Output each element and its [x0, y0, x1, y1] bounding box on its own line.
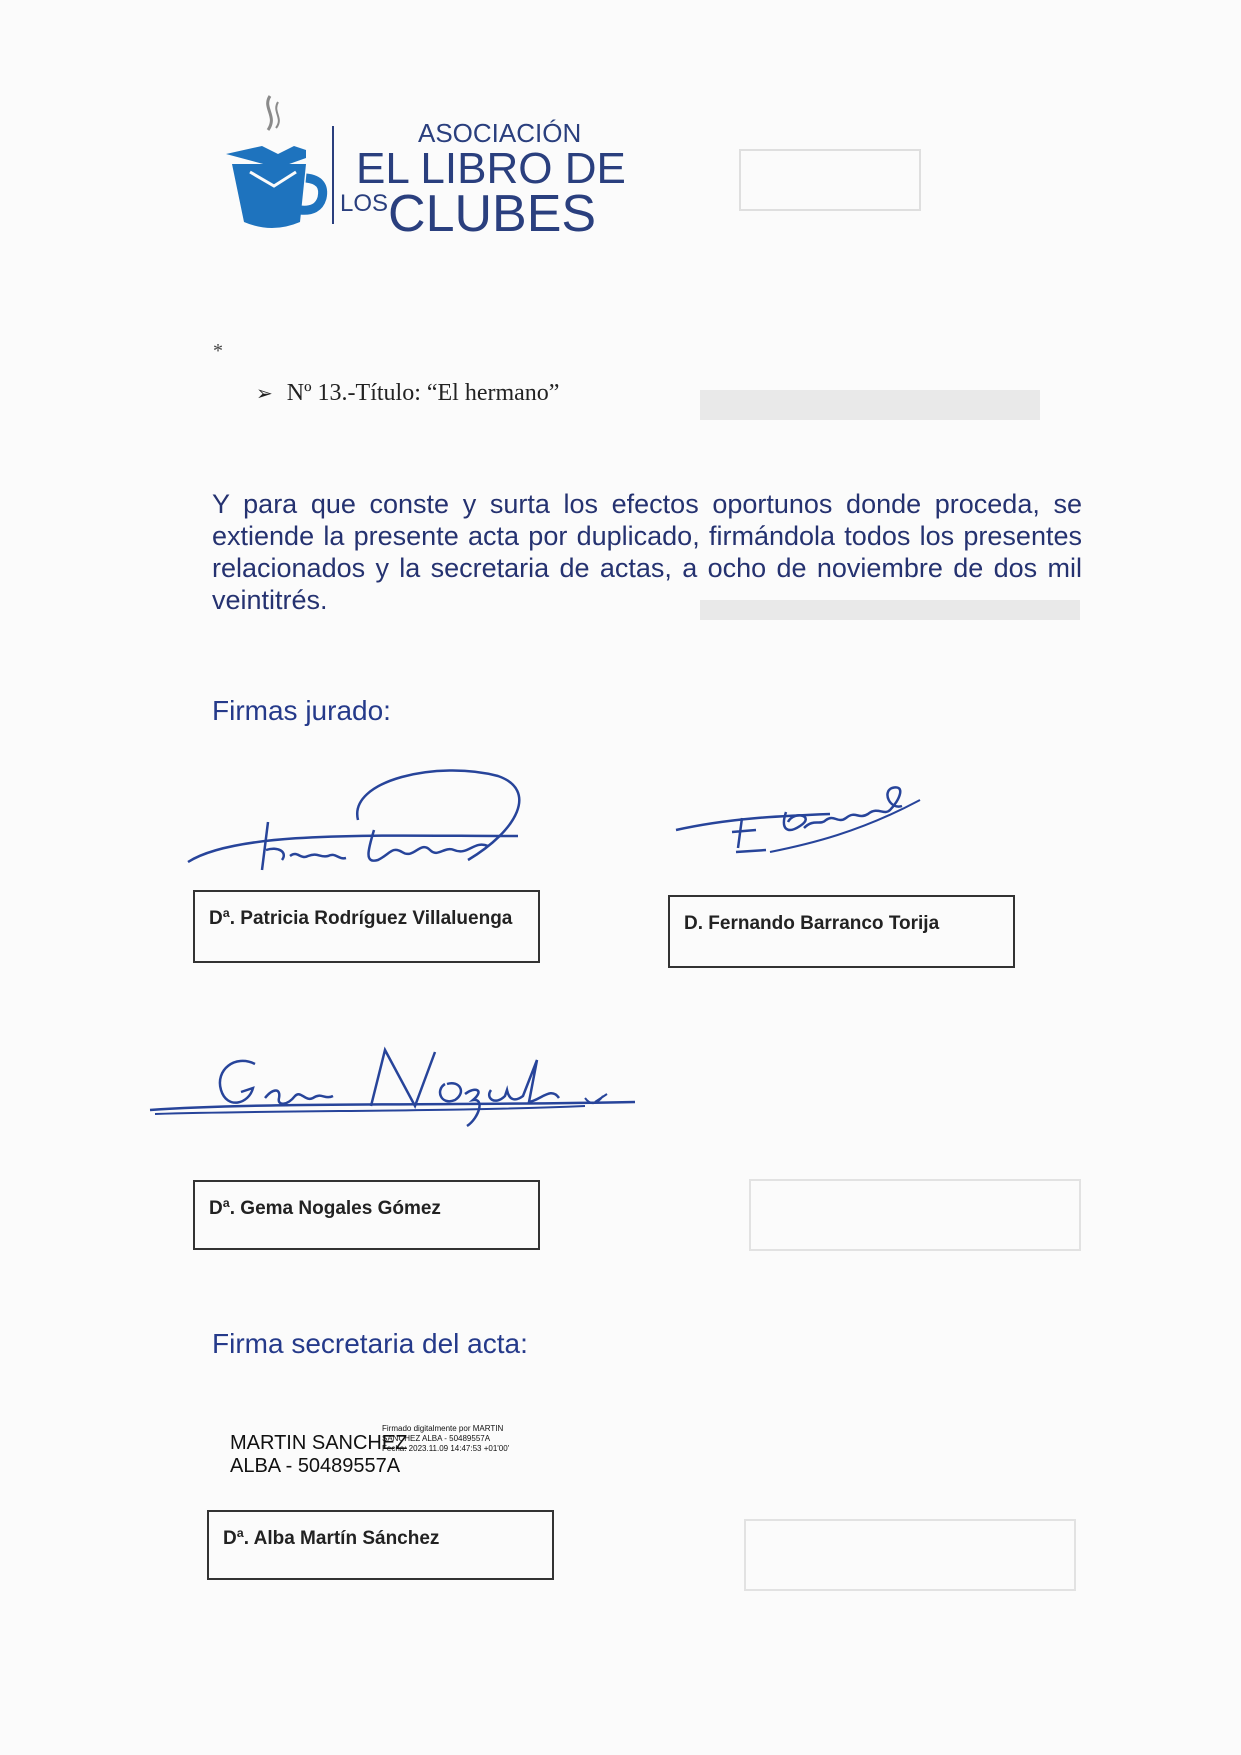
member-name: D. Fernando Barranco Torija [684, 913, 940, 934]
signature-gema [145, 1040, 645, 1150]
name-box-gema [193, 1180, 540, 1250]
coffee-cup-book-icon [222, 88, 342, 238]
book-item-text: Nº 13.-Título: “El hermano” [286, 380, 560, 406]
logo-asociacion-text: ASOCIACIÓN [418, 118, 582, 148]
name-box-patricia [193, 890, 540, 963]
arrow-bullet-icon: ➢ [256, 383, 273, 405]
asterisk-mark: * [213, 340, 223, 362]
logo-divider [332, 126, 334, 224]
logo-clubes: CLUBES [388, 185, 597, 243]
book-item [256, 380, 559, 407]
secretaria-heading: Firma secretaria del acta: [212, 1328, 528, 1359]
member-name: Dª. Patricia Rodríguez Villaluenga [209, 908, 513, 929]
logo-los: LOS [340, 190, 389, 217]
closing-paragraph: Y para que conste y surta los efectos oportunos donde proceda, se extiende la presente acta por duplicado, firmándola todos los presentes relacionados y la secretaria de actas, a ocho de noviembre de dos mil veintitrés. [212, 489, 1082, 615]
signature-patricia [178, 760, 558, 910]
digital-signature-block [230, 1420, 530, 1480]
digital-signature-note: Firmado digitalmente por MARTIN SANCHEZ ALBA - 50489557A Fecha: 2023.11.09 14:47:53 +01'00' [382, 1424, 510, 1453]
logo-line-los-clubes [340, 184, 596, 244]
logo-libro: LIBRO [420, 144, 553, 193]
secretary-name: Dª. Alba Martín Sánchez [223, 1528, 440, 1549]
member-name: Dª. Gema Nogales Gómez [209, 1198, 441, 1219]
svg-text:Patricia Rodríguez: Patricia Rodríguez [328, 900, 337, 901]
logo-de: DE [564, 144, 626, 193]
name-box-fernando [668, 895, 1015, 968]
logo-el: EL [356, 144, 409, 193]
signature-fernando [670, 770, 950, 880]
jurado-heading: Firmas jurado: [212, 695, 391, 726]
digital-signature-name: MARTIN SANCHEZ ALBA - 50489557A [230, 1432, 408, 1477]
name-box-alba [207, 1510, 554, 1580]
